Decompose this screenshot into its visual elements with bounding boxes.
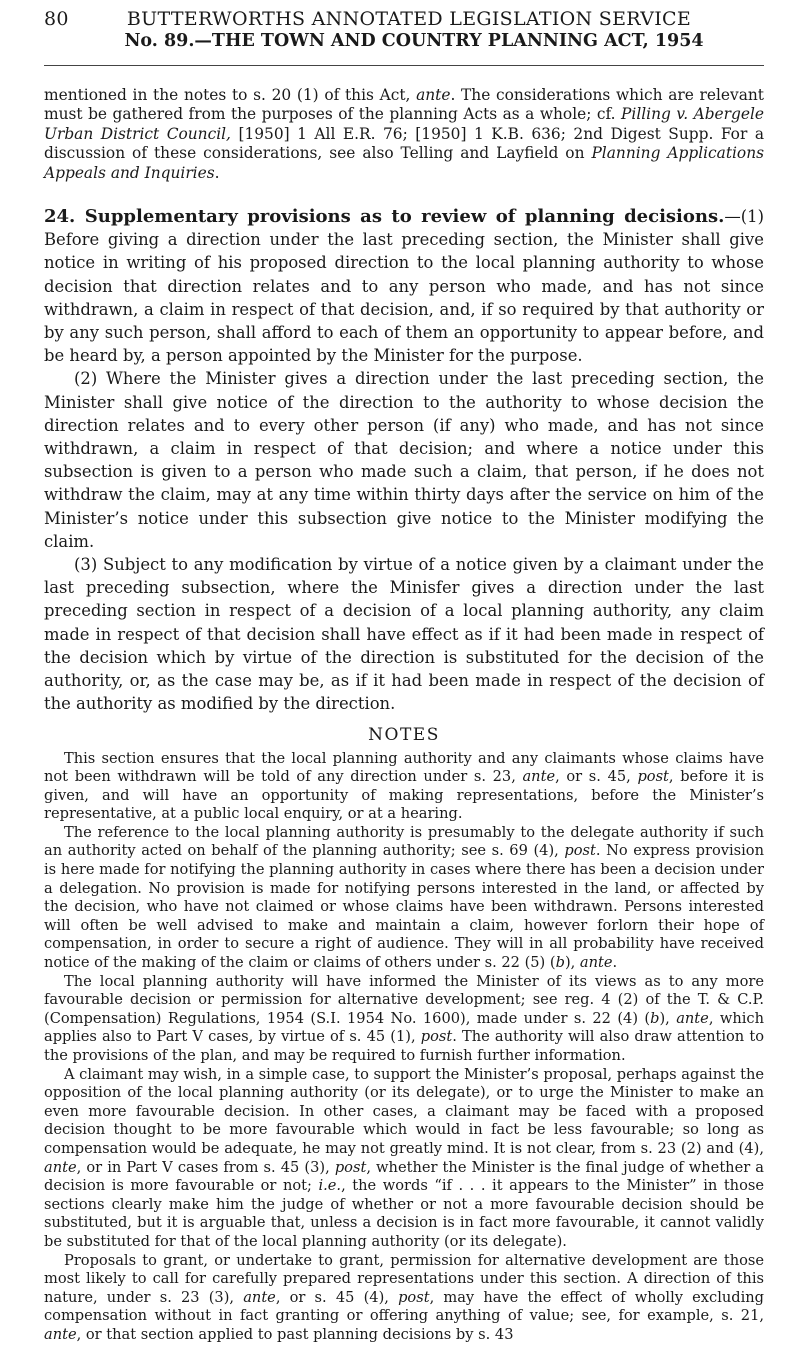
subsection-1 [44, 205, 764, 367]
note-paragraph-1 [44, 750, 764, 824]
notes-heading: NOTES [368, 724, 440, 745]
note-italic: ante [44, 1325, 77, 1343]
note-text: , or s. 45 (4), [275, 1288, 399, 1306]
note-italic: ante [243, 1288, 276, 1306]
publication-title: BUTTERWORTHS ANNOTATED LEGISLATION SERVICE [126, 8, 692, 30]
note-italic: ante [676, 1009, 709, 1027]
note-text: , or s. 45, [555, 768, 638, 786]
note-italic: b [555, 954, 565, 972]
notes [44, 750, 764, 1345]
section-24 [44, 205, 764, 715]
act-title: No. 89.—THE TOWN AND COUNTRY PLANNING ACT, 1954 [124, 31, 704, 51]
note-paragraph-5 [44, 1252, 764, 1345]
case-citation: Pilling v. Abergele Urban District Council, [44, 105, 765, 143]
note-italic: post [564, 842, 596, 860]
note-italic: ante [522, 768, 556, 786]
note-text: . The authority will also draw attention to the provisions of the plan, and may be required to furnish further information. [44, 1028, 764, 1064]
note-text: , whether the Minister is the final judge of whether a decision is more favourable or not; [44, 1158, 764, 1195]
header-line [44, 8, 764, 30]
intro-text: . [214, 163, 220, 182]
note-italic: post [398, 1288, 430, 1306]
note-italic: i.e. [318, 1177, 342, 1195]
header-rule [44, 65, 764, 66]
note-paragraph-3 [44, 973, 764, 1066]
note-text: This section ensures that the local planning authority and any claimants whose claims have not been withdrawn will be told of any direction under s. 23, [44, 749, 764, 786]
book-title: Planning Applications Appeals and Inquiries [44, 144, 765, 182]
section-heading: 24. Supplementary provisions as to review of planning decisions. [44, 206, 725, 228]
note-italic: b [650, 1009, 660, 1027]
running-header [44, 0, 764, 66]
note-text: , may have the effect of wholly excluding compensation without in fact granting or offering anything of value; see, for example, s. 21, [44, 1288, 765, 1325]
note-text: , the words “if . . . it appears to the Minister” in those sections clearly make him the judge of whether or not a more favourable decision should be substituted, but it is arguable that, unless a decision is in fact more favourable, it cannot validly be substituted for that of the local planning authority (or its delegate). [44, 1177, 764, 1250]
note-text: A claimant may wish, in a simple case, to support the Minister’s proposal, perhaps against the opposition of the local planning authority (or its delegate), or to urge the Minister to make an even more favourable decision. In other cases, a claimant may be faced with a proposed decision thought to be more favourable which would in fact be less favourable; so long as compensation would be adequate, he may not greatly mind. It is not clear, from s. 23 (2) and (4), [44, 1065, 764, 1157]
subsection-1-text: —(1) Before giving a direction under the last preceding section, the Minister shall give notice in writing of his proposed direction to the local planning authority to whose decision that direction relates and to any person who made, and has not since withdrawn, a claim in respect of that decision, and, if so required by that authority or by any such person, shall afford to each of them an opportunity to appear before, and be heard by, a person appointed by the Minister for the purpose. [44, 207, 764, 366]
note-text: , which applies also to Part V cases, by virtue of s. 45 (1), [44, 1009, 764, 1046]
intro-text: [1950] 1 All E.R. 76; [1950] 1 K.B. 636; 2nd Digest Supp. For a discussion of these considerations, see also Telling and Layfield on [44, 124, 764, 163]
note-italic: ante [579, 954, 613, 972]
note-paragraph-4 [44, 1066, 764, 1252]
note-italic: ante [44, 1158, 77, 1176]
note-text: . [612, 954, 618, 972]
note-text: . No express provision is here made for notifying the planning authority in cases where there has been a decision under a delegation. No provision is made for notifying persons interested in the land, or affected by the decision, who have not claimed or whose claims have been withdrawn. Persons interested will often be well advised to make and maintain a claim, however forlorn their hope of compensation, in order to secure a right of audience. They will in all probability have received notice of the making of the claim or claims of others under s. 22 (5) ( [44, 842, 764, 972]
intro-text: mentioned in the notes to s. 20 (1) of this Act, [44, 86, 417, 104]
note-italic: post [334, 1158, 367, 1176]
note-text: The local planning authority will have informed the Minister of its views as to any more favourable decision or permission for alternative development; see reg. 4 (2) of the T. & C.P. (Compensation) Regulations, 1954 (S.I. 1954 No. 1600), made under s. 22 (4) ( [44, 972, 764, 1027]
intro-text: . The considerations which are relevant must be gathered from the purposes of the planning Acts as a whole; cf. [44, 86, 764, 124]
note-text: ), [564, 954, 580, 972]
subsection-2: (2) Where the Minister gives a direction under the last preceding section, the Minister shall give notice of the direction to the authority to whose decision the direction relates and to every other person (if any) who made, and has not since withdrawn, a claim in respect of that decision; and where a notice under this subsection is given to a person who made such a claim, that person, if he does not withdraw the claim, may at any time within thirty days after the service on him of the Minister’s notice under this subsection give notice to the Minister modifying the claim. [44, 369, 764, 551]
note-italic: post [420, 1028, 453, 1046]
note-italic: post [637, 768, 669, 786]
note-text: , or in Part V cases from s. 45 (3), [76, 1158, 335, 1176]
note-text: , or that section applied to past planning decisions by s. 43 [76, 1325, 514, 1343]
note-text: Proposals to grant, or undertake to grant, permission for alternative development are those most likely to call for carefully prepared representations under this section. A direction of this nature, under s. 23 (3), [44, 1251, 764, 1306]
note-text: ), [659, 1009, 677, 1027]
note-text: The reference to the local planning authority is presumably to the delegate authority if such an authority acted on behalf of the planning authority; see s. 69 (4), [44, 823, 764, 860]
page-number: 80 [44, 8, 69, 30]
intro-ante: ante [416, 86, 451, 104]
subsection-3: (3) Subject to any modification by virtue of a notice given by a claimant under the last preceding subsection, where the Minisfer gives a direction under the last preceding section in respect of a decision of a local planning authority, any claim made in respect of that decision shall have effect as if it had been made in respect of the decision which by virtue of the direction is substituted for the decision of the authority, or, as the case may be, as if it had been made in respect of the decision of the authority as modified by the direction. [44, 555, 764, 714]
note-text: , before it is given, and will have an opportunity of making representations, before the Minister’s representative, at a public local enquiry, or at a hearing. [44, 768, 764, 823]
note-paragraph-2 [44, 824, 764, 973]
intro-paragraph [44, 86, 764, 183]
